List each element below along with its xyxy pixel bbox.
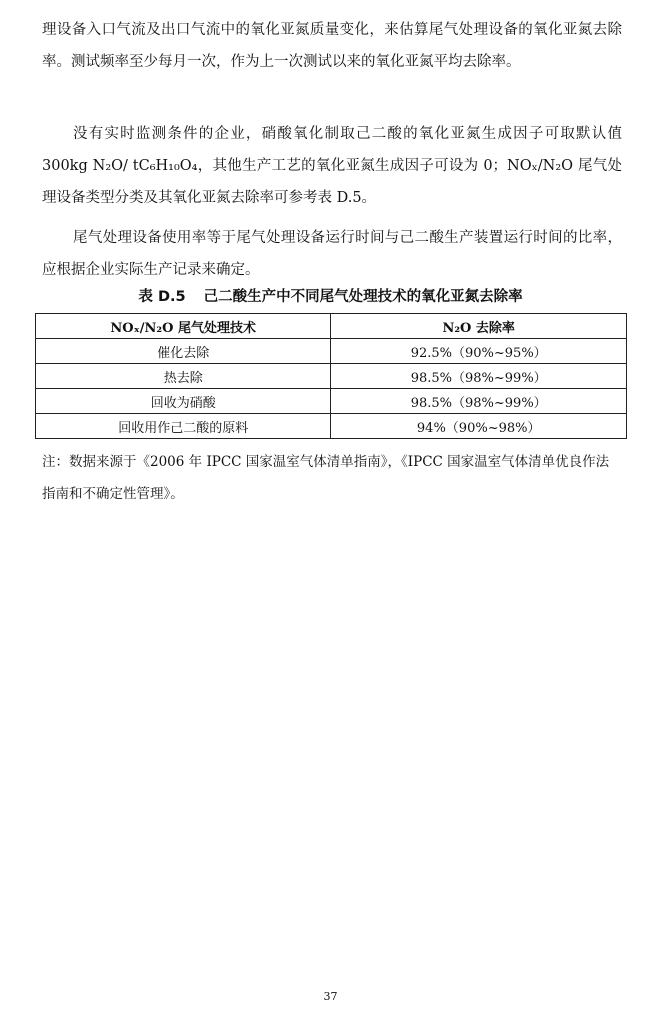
cell-removal-rate: 98.5%（98%~99%） [331, 389, 627, 414]
paragraph-removal-rate-measurement: 理设备入口气流及出口气流中的氧化亚氮质量变化，来估算尾气处理设备的氧化亚氮去除率。测试频率至少每月一次，作为上一次测试以来的氧化亚氮平均去除率。 [42, 22, 622, 70]
cell-technology: 回收用作己二酸的原料 [36, 414, 331, 439]
table-source-note: 注：数据来源于《2006 年 IPCC 国家温室气体清单指南》，《IPCC 国家温室气体清单优良作法指南和不确定性管理》。 [42, 454, 610, 502]
header-removal-rate: N₂O 去除率 [331, 314, 627, 339]
table-header-row [36, 314, 627, 339]
table-caption-id: 表 D.5 [138, 289, 186, 305]
table-caption-title: 己二酸生产中不同尾气处理技术的氧化亚氮去除率 [203, 289, 523, 305]
cell-removal-rate: 98.5%（98%~99%） [331, 364, 627, 389]
cell-removal-rate: 94%（90%~98%） [331, 414, 627, 439]
paragraph-default-generation-factor: 没有实时监测条件的企业，硝酸氧化制取己二酸的氧化亚氮生成因子可取默认值 300kg N₂O/ tC₆H₁₀O₄，其他生产工艺的氧化亚氮生成因子可设为 0；NOₓ/N₂O 尾气处理设备类型分类及其氧化亚氮去除率可参考表 D.5。 [42, 126, 622, 206]
table-row [36, 364, 627, 389]
table-row [36, 389, 627, 414]
removal-rate-table [35, 313, 627, 439]
header-technology: NOₓ/N₂O 尾气处理技术 [36, 314, 331, 339]
table-row [36, 339, 627, 364]
cell-technology: 热去除 [36, 364, 331, 389]
cell-technology: 催化去除 [36, 339, 331, 364]
table-caption [0, 285, 661, 306]
table-row [36, 414, 627, 439]
paragraph-equipment-usage-rate: 尾气处理设备使用率等于尾气处理设备运行时间与己二酸生产装置运行时间的比率，应根据企业实际生产记录来确定。 [42, 230, 622, 278]
cell-removal-rate: 92.5%（90%~95%） [331, 339, 627, 364]
cell-technology: 回收为硝酸 [36, 389, 331, 414]
page-number: 37 [323, 990, 338, 1003]
